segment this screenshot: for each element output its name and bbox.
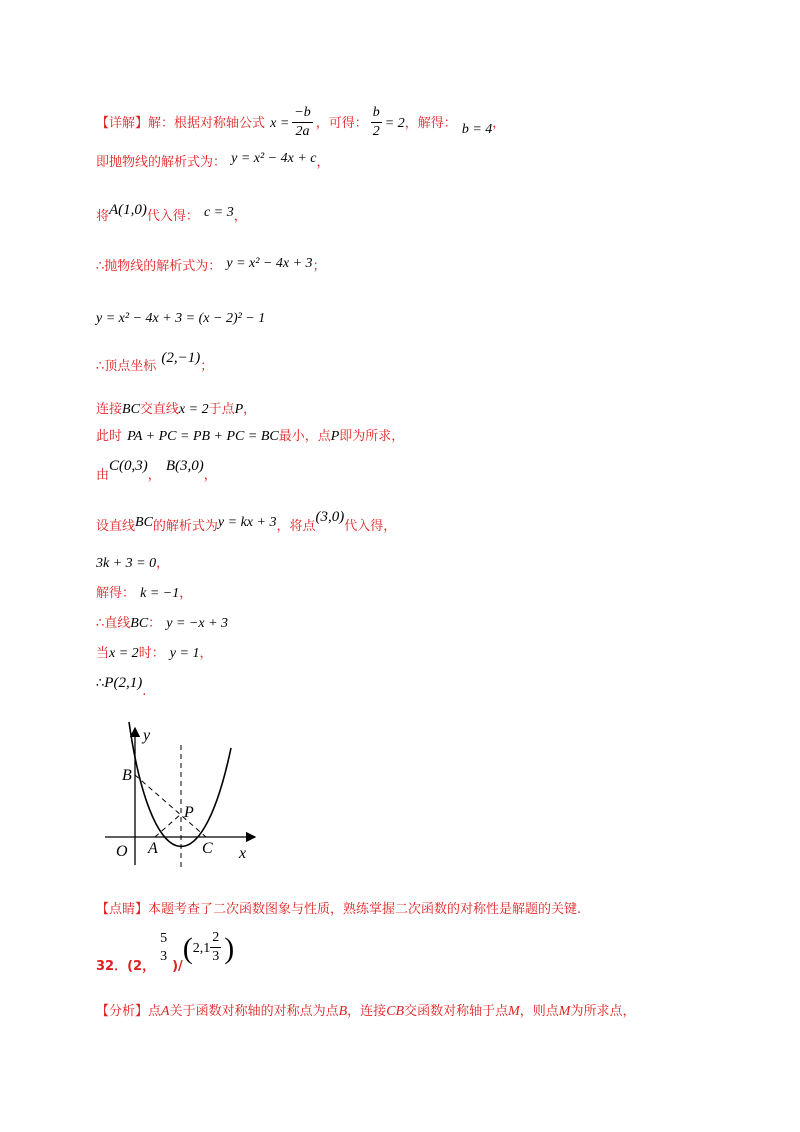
math-segment: M	[508, 1004, 520, 1019]
text-segment: 解得：	[96, 586, 136, 601]
text-segment: ∴抛物线的解析式为：	[96, 259, 222, 274]
label-p: P	[184, 804, 194, 821]
detail-line-6	[96, 350, 214, 377]
answer-32	[96, 930, 235, 975]
label-a: A	[148, 840, 158, 857]
text-segment: ，	[147, 468, 161, 483]
fraction-numerator: 5	[160, 930, 168, 946]
detail-line-7	[96, 398, 256, 420]
math-segment: (2,−1)	[161, 350, 201, 366]
detail-line-9	[96, 458, 217, 486]
comment-text: 本题考查了二次函数图象与性质，熟练掌握二次函数的对称性是解题的关键.	[148, 902, 582, 917]
math-segment: A	[161, 1004, 170, 1019]
text-segment: ，	[492, 116, 506, 131]
math-segment: BC	[135, 515, 153, 530]
text-segment: ，	[316, 155, 330, 170]
math-segment: P	[234, 402, 244, 417]
text-segment: .	[142, 684, 147, 699]
text-segment: ，可得：	[315, 116, 368, 131]
text-segment: ，则点	[519, 1004, 559, 1019]
math-segment: y = 1	[169, 646, 200, 661]
text-segment: 设直线	[96, 519, 136, 534]
detail-line-15	[96, 672, 147, 699]
detail-line-14	[96, 642, 212, 664]
math-segment: P	[330, 429, 340, 444]
text-segment: 此时	[96, 429, 123, 444]
fraction-5-3	[158, 930, 169, 966]
math-segment: CB	[386, 1004, 405, 1019]
answer-part: )/	[172, 959, 183, 974]
text-segment: ，	[243, 402, 257, 417]
math-segment: x = 2	[178, 402, 209, 417]
math-segment: x =	[270, 116, 290, 131]
math-segment: C(0,3)	[109, 458, 148, 474]
text-segment: 的解析式为	[152, 519, 218, 534]
segment-ap	[155, 814, 181, 837]
label-o: O	[116, 843, 128, 860]
math-segment: P(2,1)	[104, 675, 143, 691]
text-segment: 为所求点，	[570, 1004, 636, 1019]
detail-line-1	[96, 104, 505, 141]
paren: )	[224, 932, 235, 965]
detail-line-4	[96, 255, 326, 277]
text-segment: ，	[179, 586, 193, 601]
math-segment: y = x² − 4x + c	[231, 151, 317, 166]
label-x: x	[239, 845, 247, 862]
text-segment: 交函数对称轴于点	[404, 1004, 509, 1019]
math-segment: BC	[122, 402, 140, 417]
math-segment: B(3,0)	[165, 458, 204, 474]
text-segment: 时：	[138, 646, 165, 661]
detail-line-3	[96, 202, 247, 227]
analysis-tag: 【分析】	[96, 1004, 149, 1019]
math-segment: x = 2	[109, 646, 139, 661]
analysis-line	[96, 1000, 635, 1022]
detail-line-12	[96, 582, 192, 604]
comment-line	[96, 898, 581, 920]
fraction-numerator: b	[371, 104, 382, 123]
fraction-denominator: 3	[160, 948, 168, 964]
detail-tag: 【详解】	[96, 116, 149, 131]
text-segment: 解：根据对称轴公式	[148, 116, 266, 131]
paren: (	[182, 932, 193, 965]
text-segment: 当	[96, 646, 110, 661]
detail-line-11	[96, 552, 169, 574]
math-segment: b = 4	[461, 122, 493, 137]
text-segment: 即为所求，	[339, 429, 405, 444]
detail-line-13	[96, 612, 228, 634]
detail-line-5	[96, 307, 265, 329]
text-segment: ，解得：	[404, 116, 457, 131]
fraction-neg-b-over-2a	[292, 104, 312, 141]
math-segment: M	[558, 1004, 571, 1019]
math-segment: c = 3	[204, 205, 234, 220]
math-segment: BC	[130, 616, 149, 631]
text-segment: 点	[148, 1004, 162, 1019]
math-segment: y = x² − 4x + 3	[226, 256, 313, 271]
fraction-numerator: −b	[292, 104, 312, 123]
text-segment: 将	[96, 209, 110, 224]
answer-part: (2，	[127, 959, 156, 974]
text-segment: ∴顶点坐标	[96, 359, 157, 374]
text-segment: ，将点	[276, 519, 316, 534]
math-segment: y = kx + 3	[217, 515, 277, 530]
text-segment: 关于函数对称轴的对称点为点	[169, 1004, 339, 1019]
math-segment: = 2	[384, 116, 405, 131]
detail-line-2	[96, 151, 330, 173]
text-segment: 由	[96, 468, 110, 483]
text-segment: ；	[312, 259, 326, 274]
label-b: B	[122, 767, 132, 784]
math-segment: y = −x + 3	[166, 616, 229, 631]
fraction-b-over-2	[371, 104, 382, 141]
math-segment: y = x² − 4x + 3 = (x − 2)² − 1	[96, 311, 266, 326]
math-segment: B	[338, 1004, 348, 1019]
text-segment: ∴直线	[96, 616, 131, 631]
segment-bc	[135, 775, 206, 837]
parabola-figure	[105, 720, 265, 870]
question-number: 32．	[96, 959, 128, 974]
therefore-symbol: ∴	[96, 676, 105, 691]
math-segment: k = −1	[140, 586, 180, 601]
text-segment: 最小，点	[278, 429, 331, 444]
text-segment: ，连接	[347, 1004, 387, 1019]
text-segment: ，	[199, 646, 213, 661]
text-segment: ，	[233, 209, 247, 224]
fraction-2-3	[210, 929, 221, 966]
math-segment: 3k + 3 = 0	[96, 556, 157, 571]
math-segment: A(1,0)	[109, 202, 147, 218]
label-c: C	[202, 840, 213, 857]
math-segment: (3,0)	[315, 509, 345, 525]
text-segment: 代入得，	[344, 519, 397, 534]
mixed-number-whole: 2,1	[192, 941, 211, 956]
fraction-denominator: 2a	[295, 124, 310, 139]
detail-line-10	[96, 509, 397, 537]
detail-line-8	[96, 425, 404, 447]
text-segment: ：	[148, 616, 162, 631]
text-segment: ，	[203, 468, 217, 483]
text-segment: 交直线	[139, 402, 179, 417]
fraction-denominator: 3	[212, 949, 220, 964]
text-segment: 于点	[208, 402, 235, 417]
comment-tag: 【点睛】	[96, 902, 149, 917]
text-segment: 连接	[96, 402, 123, 417]
label-y: y	[143, 727, 151, 744]
text-segment: ；	[200, 359, 214, 374]
text-segment: 代入得：	[146, 209, 199, 224]
text-segment: 即抛物线的解析式为：	[96, 155, 227, 170]
fraction-denominator: 2	[372, 124, 380, 139]
text-segment: ，	[156, 556, 170, 571]
math-segment: PA + PC = PB + PC = BC	[127, 429, 279, 444]
fraction-numerator: 2	[210, 929, 221, 948]
